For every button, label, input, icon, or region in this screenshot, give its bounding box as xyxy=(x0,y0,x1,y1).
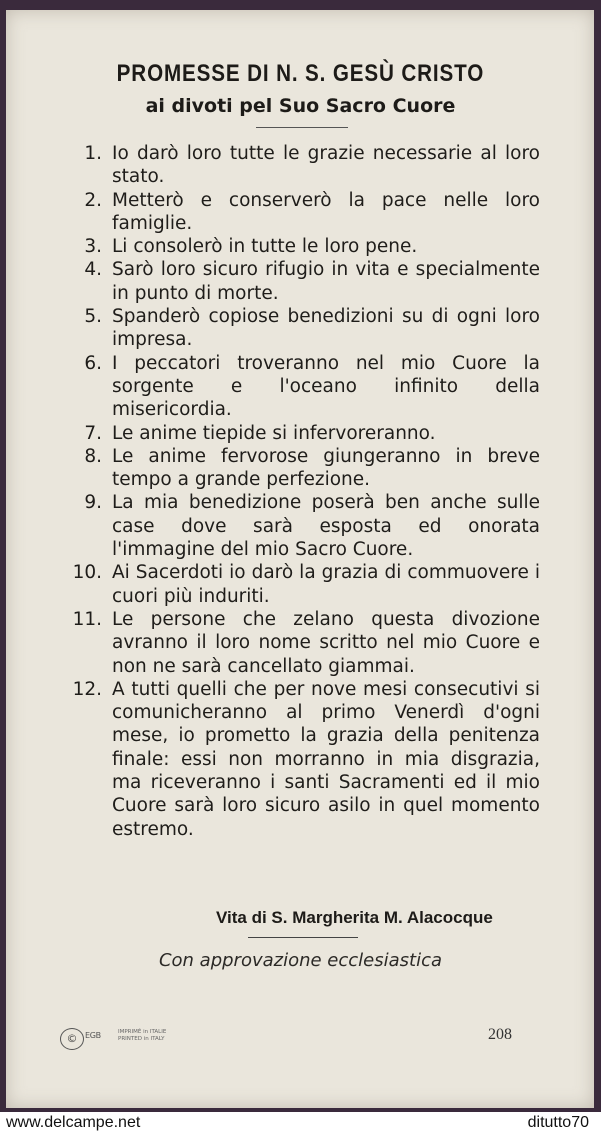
publisher-logo-icon: © xyxy=(60,1028,84,1050)
promise-text: Li consolerò in tutte le loro pene. xyxy=(112,236,418,258)
promise-text: A tutti quelli che per nove mesi consecutivi si comunicheranno al primo Venerdì d'ogni mese, io prometto la grazia della penitenza finale: essi non morranno in mia disgrazia, ma riceveranno i santi Sacramenti ed il mio Cuore sarà loro sicuro asilo in quel momento estremo. xyxy=(112,678,540,840)
promise-item xyxy=(62,142,540,189)
title-divider xyxy=(256,127,348,128)
promise-number: 12. xyxy=(72,678,102,700)
promise-text: Le persone che zelano questa divozione avranno il loro nome scritto nel mio Cuore e non ne sarà cancellato giammai. xyxy=(112,608,540,677)
promise-item xyxy=(62,258,540,305)
promise-item xyxy=(62,608,540,678)
promise-item xyxy=(62,352,540,422)
imprint-note xyxy=(118,1029,166,1043)
promise-item xyxy=(62,561,540,608)
promise-item xyxy=(62,422,540,445)
promise-list xyxy=(62,142,540,841)
promise-text: La mia benedizione poserà ben anche sulle case dove sarà esposta ed onorata l'immagine del mio Sacro Cuore. xyxy=(112,492,540,561)
promise-text: Io darò loro tutte le grazie necessarie al loro stato. xyxy=(112,143,540,188)
watermark-footer xyxy=(0,1112,601,1132)
promise-number: 1. xyxy=(84,143,102,164)
imprint-line: IMPRIMÉ in ITALIE xyxy=(118,1029,167,1035)
approval-note: Con approvazione ecclesiastica xyxy=(158,950,443,971)
promise-number: 7. xyxy=(84,422,102,444)
promise-item xyxy=(62,189,540,236)
promise-text: Metterò e conserverò la pace nelle loro famiglie. xyxy=(112,189,540,234)
promise-item xyxy=(62,445,540,492)
promise-number: 11. xyxy=(72,608,102,630)
promise-text: Ai Sacerdoti io darò la grazia di commuovere i cuori più induriti. xyxy=(112,562,540,607)
promise-number: 5. xyxy=(84,306,102,328)
watermark-seller: ditutto70 xyxy=(527,1114,589,1131)
promise-number: 6. xyxy=(84,352,102,374)
source-attribution: Vita di S. Margherita M. Alacocque xyxy=(216,908,493,927)
card-subtitle: ai divoti pel Suo Sacro Cuore xyxy=(145,95,456,117)
promise-item xyxy=(62,491,540,561)
promise-item xyxy=(62,235,540,258)
promise-item xyxy=(62,305,540,352)
watermark-site: www.delcampe.net xyxy=(6,1114,141,1131)
card-title: PROMESSE DI N. S. GESÙ CRISTO xyxy=(116,60,485,87)
publisher-mark: EGB xyxy=(85,1031,101,1040)
promise-text: Le anime tiepide si infervoreranno. xyxy=(112,422,436,444)
promise-text: I peccatori troveranno nel mio Cuore la sorgente e l'oceano infinito della misericordia. xyxy=(112,352,540,421)
source-divider xyxy=(248,937,358,938)
promise-text: Le anime fervorose giungeranno in breve tempo a grande perfezione. xyxy=(112,445,540,491)
promise-text: Sarò loro sicuro rifugio in vita e specialmente in punto di morte. xyxy=(112,259,540,304)
promise-number: 8. xyxy=(84,445,102,467)
promise-number: 9. xyxy=(84,492,102,514)
promise-number: 3. xyxy=(84,236,102,258)
imprint-line: PRINTED in ITALY xyxy=(118,1036,165,1042)
promise-number: 4. xyxy=(84,259,102,281)
promise-number: 10. xyxy=(72,562,102,584)
promise-number: 2. xyxy=(84,189,102,211)
promise-text: Spanderò copiose benedizioni su di ogni loro impresa. xyxy=(112,306,540,351)
promise-item xyxy=(62,678,540,841)
card-number: 208 xyxy=(488,1026,512,1043)
